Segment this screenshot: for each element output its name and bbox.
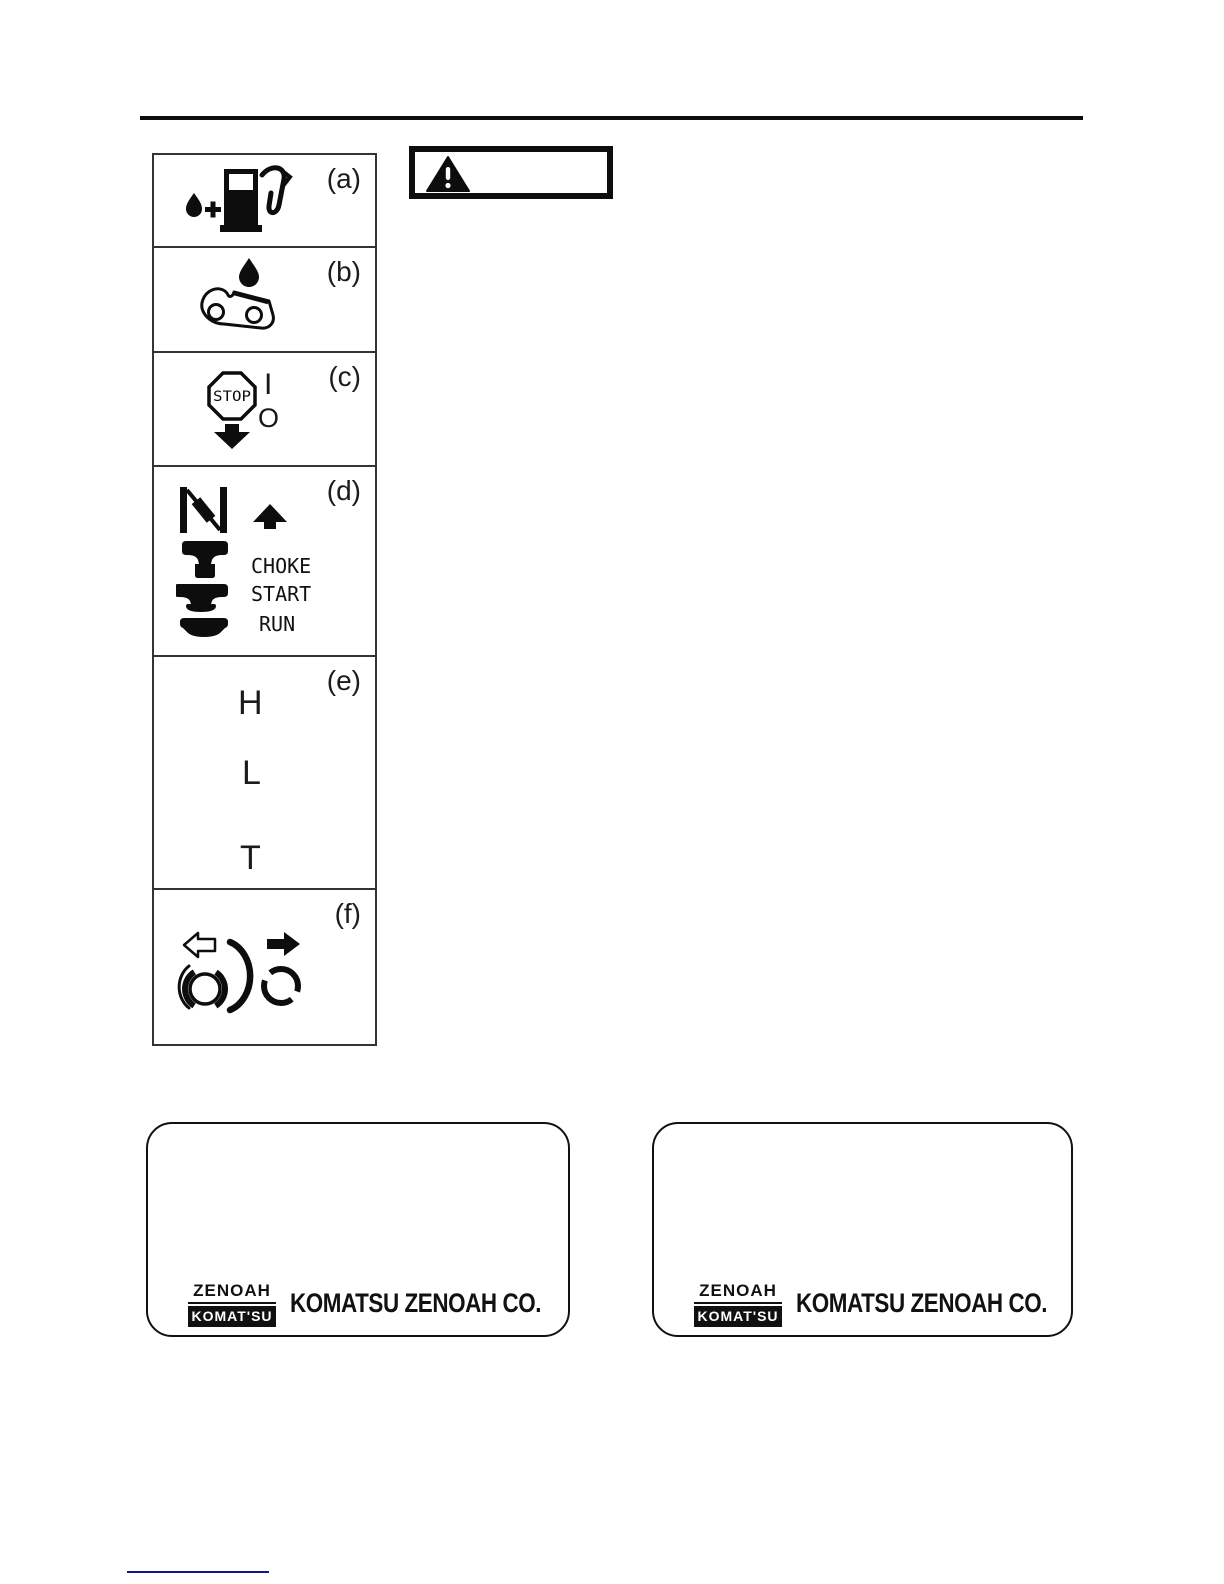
symbol-legend-column: [152, 153, 377, 1046]
switch-on-symbol: I: [264, 368, 273, 401]
symbol-box-chain-brake: [152, 888, 377, 1046]
zenoah-komatsu-logo: [694, 1281, 782, 1327]
warning-triangle-icon: [426, 155, 470, 195]
warning-box: [409, 146, 613, 199]
idle-adjust-label: T: [240, 839, 261, 877]
symbol-box-chain-oil: [152, 246, 377, 353]
header-rule: [140, 116, 1083, 120]
symbol-box-choke: [152, 465, 377, 657]
symbol-label-d: (d): [326, 475, 361, 506]
symbol-box-fuel: [152, 153, 377, 248]
switch-off-symbol: O: [258, 403, 280, 433]
chain-brake-icon: [174, 928, 324, 1016]
company-name-text: KOMATSU ZENOAH CO.: [796, 1288, 1048, 1318]
symbol-label-b: (b): [326, 256, 361, 287]
link-underline[interactable]: [127, 1571, 269, 1573]
run-position-label: RUN: [259, 612, 296, 636]
zenoah-logo-text: ZENOAH: [694, 1281, 782, 1304]
company-name-text: KOMATSU ZENOAH CO.: [290, 1288, 542, 1318]
low-speed-needle-label: L: [242, 754, 261, 792]
zenoah-komatsu-logo: [188, 1281, 276, 1327]
symbol-box-carburetor: [152, 655, 377, 890]
start-position-label: START: [251, 582, 312, 606]
name-plate-right: [652, 1122, 1073, 1337]
stop-text: STOP: [213, 389, 251, 405]
choke-position-label: CHOKE: [251, 554, 312, 578]
chain-oil-guide-bar-icon: [184, 256, 304, 348]
symbol-box-stop-switch: [152, 351, 377, 467]
symbol-label-a: (a): [326, 163, 361, 194]
engine-stop-switch-icon: [204, 370, 260, 462]
name-plate-left: [146, 1122, 570, 1337]
zenoah-logo-text: ZENOAH: [188, 1281, 276, 1304]
fuel-oil-mix-pump-icon: [180, 163, 298, 243]
symbol-label-f: (f): [334, 898, 361, 929]
symbol-label-e: (e): [326, 665, 361, 696]
high-speed-needle-label: H: [238, 684, 263, 722]
komatsu-logo-text: KOMAT'SU: [694, 1306, 782, 1327]
komatsu-logo-text: KOMAT'SU: [188, 1306, 276, 1327]
symbol-label-c: (c): [328, 361, 361, 392]
